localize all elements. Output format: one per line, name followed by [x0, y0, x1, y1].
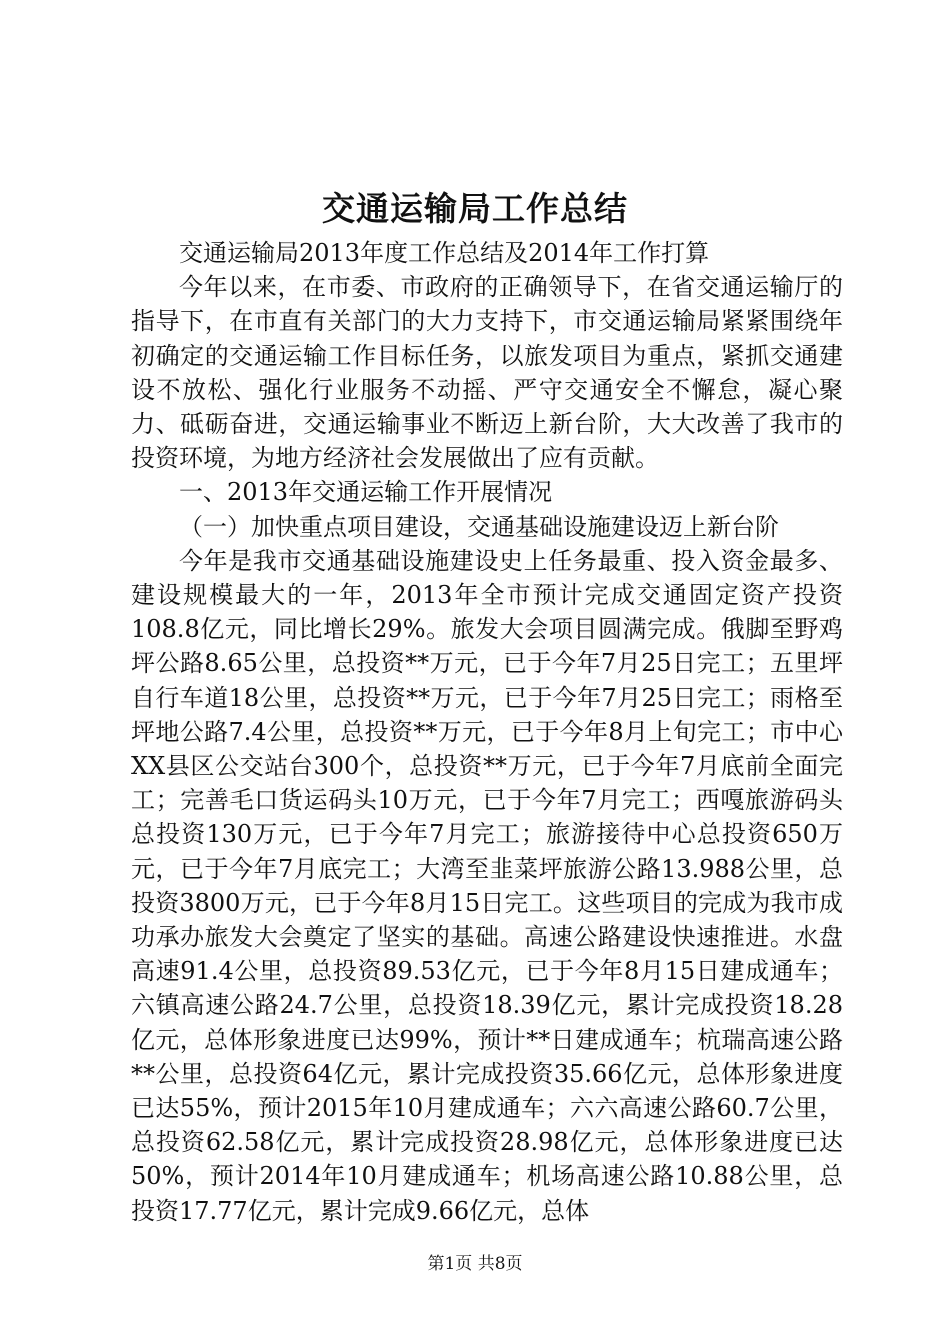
subsection-heading: （一）加快重点项目建设，交通基础设施建设迈上新台阶 [179, 512, 779, 541]
document-body [131, 236, 843, 1228]
paragraph-subtitle: 交通运输局2013年度工作总结及2014年工作打算 [179, 239, 710, 267]
paragraph-intro: 今年以来，在市委、市政府的正确领导下，在省交通运输厅的指导下，在市直有关部门的大力支持下，市交通运输局紧紧围绕年初确定的交通运输工作目标任务，以旅发项目为重点，紧抓交通建设不放松、强化行业服务不动摇、严守交通安全不懈怠，凝心聚力、砥砺奋进，交通运输事业不断迈上新台阶，大大改善了我市的投资环境，为地方经济社会发展做出了应有贡献。 [131, 273, 843, 473]
page-footer: 第1页 共8页 [427, 1254, 523, 1274]
document-title: 交通运输局工作总结 [322, 189, 628, 228]
section-heading: 一、2013年交通运输工作开展情况 [179, 478, 553, 507]
paragraph-projects: 今年是我市交通基础设施建设史上任务最重、投入资金最多、建设规模最大的一年，2013年全市预计完成交通固定资产投资108.8亿元，同比增长29%。旅发大会项目圆满完成。俄脚至野鸡坪公路8.65公里，总投资**万元，已于今年7月25日完工；五里坪自行车道18公里，总投资**万元，已于今年7月25日完工；雨格至坪地公路7.4公里，总投资**万元，已于今年8月上旬完工；市中心XX县区公交站台300个，总投资**万元，已于今年7月底前全面完工；完善毛口货运码头10万元，已于今年7月完工；西嘎旅游码头总投资130万元，已于今年7月完工；旅游接待中心总投资650万元，已于今年7月底完工；大湾至韭菜坪旅游公路13.988公里，总投资3800万元，已于今年8月15日完工。这些项目的完成为我市成功承办旅发大会奠定了坚实的基础。高速公路建设快速推进。水盘高速91.4公里，总投资89.53亿元，已于今年8月15日建成通车；六镇高速公路24.7公里，总投资18.39亿元，累计完成投资18.28亿元，总体形象进度已达99%，预计**日建成通车；杭瑞高速公路**公里，总投资64亿元，累计完成投资35.66亿元，总体形象进度已达55%，预计2015年10月建成通车；六六高速公路60.7公里，总投资62.58亿元，累计完成投资28.98亿元，总体形象进度已达50%，预计2014年10月建成通车；机场高速公路10.88公里，总投资17.77亿元，累计完成9.66亿元，总体 [131, 546, 843, 1225]
